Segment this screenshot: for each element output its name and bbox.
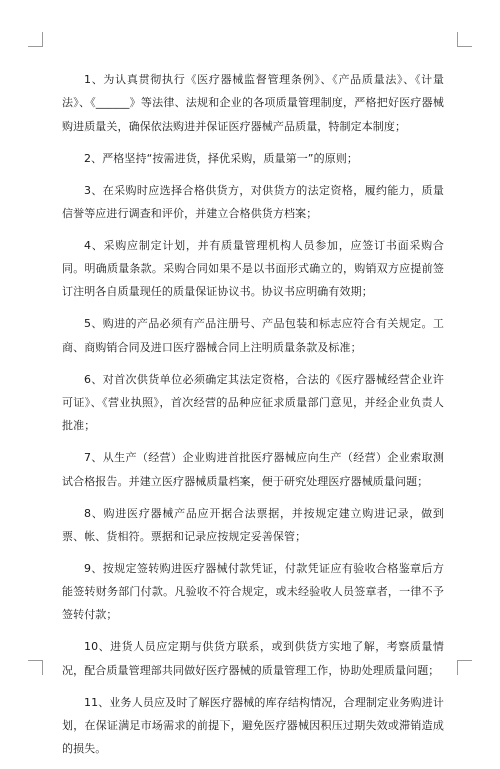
paragraph-4: 4、采购应制定计划，并有质量管理机构人员参加，应签订书面采购合同。明确质量条款。采购合同如果不是以书面形式确立的，购销双方应提前签订注明各自质量现任的质量保证协议书。协议书应明确有效期； [62, 238, 444, 299]
crop-mark-bottom-right [457, 660, 472, 675]
crop-mark-bottom-left [28, 660, 43, 675]
paragraph-11: 11、业务人员应及时了解医疗器械的库存结构情况，合理制定业务购进计划，在保证满足市场需求的前提下，避免医疗器械因积压过期失效或滞销造成的损失。 [62, 695, 444, 756]
paragraph-2: 2、严格坚持“按需进货，择优采购，质量第一”的原则； [84, 151, 358, 165]
paragraph-1: 1、为认真贯彻执行《医疗器械监督管理条例》、《产品质量法》、《计量法》、《______》等法律、法规和企业的各项质量管理制度，严格把好医疗器械购进质量关，确保依法购进并保证医疗器械产品质量，特制定本制度； [62, 73, 444, 133]
paragraph-3: 3、在采购时应选择合格供货方，对供货方的法定资格，履约能力，质量信誉等应进行调查和评价，并建立合格供货方档案； [62, 183, 444, 220]
paragraph-9: 9、按规定签转购进医疗器械付款凭证，付款凭证应有验收合格鉴章后方能签转财务部门付款。凡验收不符合规定，或未经验收人员签章者，一律不予签转付款； [62, 561, 444, 622]
paragraph-7: 7、从生产（经营）企业购进首批医疗器械应向生产（经营）企业索取测试合格报告。并建立医疗器械质量档案，便于研究处理医疗器械质量问题； [62, 451, 444, 488]
paragraph-6: 6、对首次供货单位必须确定其法定资格，合法的《医疗器械经营企业许可证》、《营业执照》，首次经营的品种应征求质量部门意见，并经企业负责人批准； [62, 372, 444, 433]
paragraph-5: 5、购进的产品必须有产品注册号、产品包装和标志应符合有关规定。工商、商购销合同及进口医疗器械合同上注明质量条款及标准； [62, 317, 444, 354]
crop-mark-top-right [457, 32, 472, 47]
paragraph-10: 10、进货人员应定期与供货方联系，或到供货方实地了解，考察质量情况，配合质量管理部共同做好医疗器械的质量管理工作，协助处理质量问题； [62, 640, 444, 677]
document-body [62, 68, 444, 769]
paragraph-8: 8、购进医疗器械产品应开据合法票据，并按规定建立购进记录，做到票、帐、货相符。票据和记录应按规定妥善保管； [62, 506, 444, 543]
crop-mark-top-left [28, 32, 43, 47]
